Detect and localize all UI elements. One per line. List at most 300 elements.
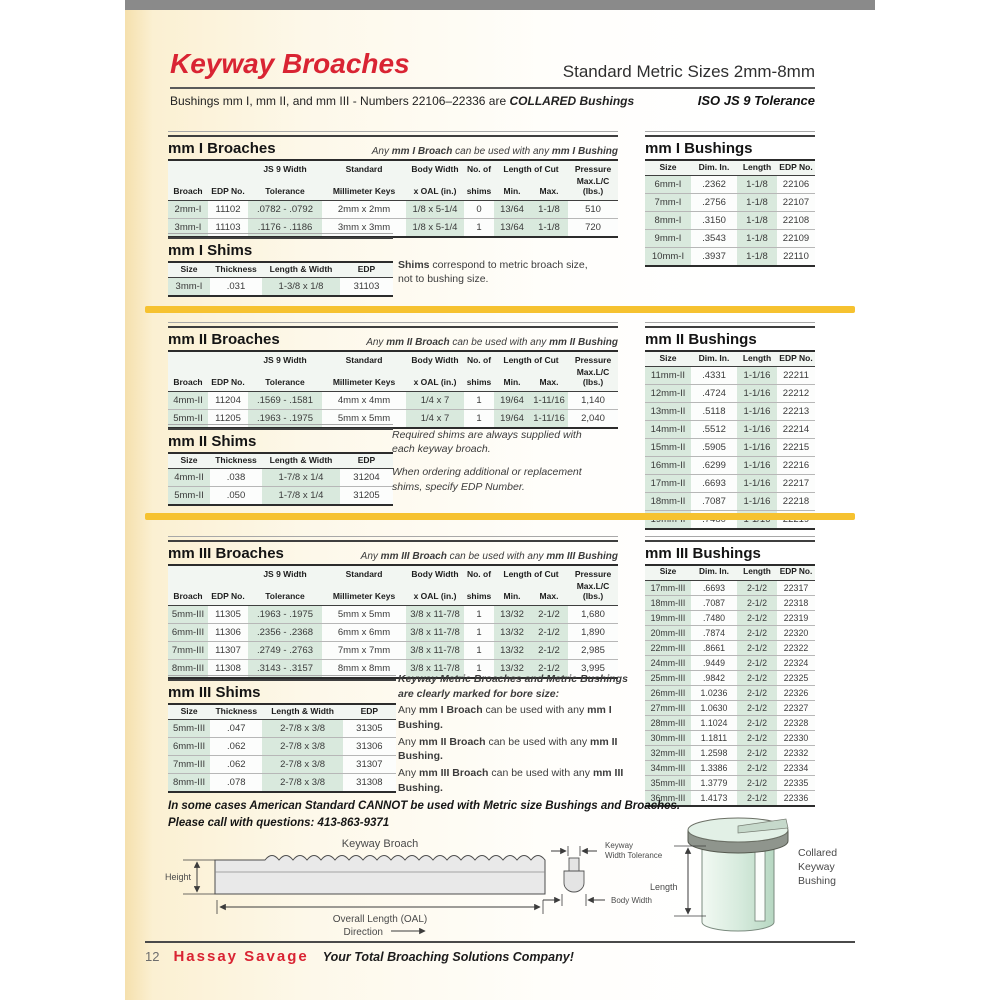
- text-segment: Shims: [398, 259, 430, 271]
- table-cell: 1.0236: [691, 685, 737, 700]
- table-cell: 32mm-III: [645, 745, 691, 760]
- table-usage-note: [360, 337, 618, 348]
- table-cell: 11102: [208, 200, 248, 218]
- table-cell: .3937: [691, 248, 737, 267]
- table-cell: .5512: [691, 421, 737, 439]
- table-cell: 1-1/16: [737, 385, 777, 403]
- text-segment: mm II Bushing.: [398, 735, 618, 763]
- table-title: mm I Bushings: [645, 140, 753, 157]
- page-subtitle: Standard Metric Sizes 2mm-8mm: [562, 62, 815, 81]
- subheader-row: [170, 93, 815, 108]
- data-table: [168, 566, 618, 679]
- table-cell: .2756: [691, 194, 737, 212]
- table-usage-note: [366, 146, 618, 157]
- table-cell: 11307: [208, 641, 248, 659]
- table-cell: 13/64: [494, 200, 530, 218]
- table-cell: 17mm-II: [645, 475, 691, 493]
- text-segment: mm I Broach: [419, 704, 483, 717]
- table-cell: 22330: [777, 730, 815, 745]
- column-header: Standard: [322, 566, 406, 580]
- column-header: [208, 352, 248, 366]
- table-cell: 1/4 x 7: [406, 391, 464, 409]
- table-title: mm III Broaches: [168, 545, 284, 562]
- table-cell: 1-1/8: [530, 218, 568, 237]
- broach-body-shape: [215, 856, 545, 895]
- table-row: [168, 605, 618, 623]
- column-header: [168, 352, 208, 366]
- column-header: Pressure: [568, 161, 618, 175]
- text-segment: When ordering additional or replacement shims, specify EDP Number.: [392, 466, 582, 493]
- table-cell: 5mm-III: [168, 605, 208, 623]
- column-header: Size: [645, 352, 691, 367]
- section-divider-gold-bar: [145, 306, 855, 313]
- table-cell: 4mm-II: [168, 391, 208, 409]
- table-cell: .6693: [691, 580, 737, 595]
- table-row: [168, 738, 396, 756]
- mm2-broaches-block: [168, 322, 618, 429]
- table-row: [168, 391, 618, 409]
- table-cell: 1-1/16: [737, 457, 777, 475]
- table-cell: 1.4173: [691, 790, 737, 806]
- column-header: Body Width: [406, 352, 464, 366]
- mm3-marking-note: [398, 672, 636, 798]
- table-cell: 1-1/8: [737, 230, 777, 248]
- table-cell: 1-11/16: [530, 409, 568, 428]
- table-cell: 1/8 x 5-1/4: [406, 218, 464, 237]
- table-cell: 35mm-III: [645, 775, 691, 790]
- table-cell: 22214: [777, 421, 815, 439]
- table-cell: 4mm-II: [168, 469, 210, 487]
- table-cell: 2-1/2: [737, 655, 777, 670]
- text-segment: mm III Broach: [380, 551, 447, 562]
- column-header: Dim. In.: [691, 161, 737, 176]
- header-row: [168, 705, 396, 720]
- table-title: mm II Broaches: [168, 331, 280, 348]
- column-header: EDP No.: [208, 175, 248, 200]
- body-width-label: Body Width: [611, 896, 652, 905]
- column-header: EDP No.: [208, 366, 248, 391]
- table-cell: 5mm-II: [168, 409, 208, 428]
- table-cell: 22334: [777, 760, 815, 775]
- table-cell: 22317: [777, 580, 815, 595]
- table-cell: 720: [568, 218, 618, 237]
- text-segment: can be used with any: [446, 551, 547, 562]
- table-cell: 1-7/8 x 1/4: [262, 487, 340, 506]
- header-row-top: [168, 566, 618, 580]
- table-cell: .062: [210, 756, 262, 774]
- table-cell: 16mm-II: [645, 457, 691, 475]
- table-cell: 22109: [777, 230, 815, 248]
- table-cell: 2-1/2: [737, 670, 777, 685]
- text-segment: mm III Broach: [419, 767, 489, 780]
- table-row: [168, 278, 393, 297]
- table-cell: 1/4 x 7: [406, 409, 464, 428]
- table-cell: 8mm-I: [645, 212, 691, 230]
- table-cell: 1: [464, 641, 494, 659]
- column-header: JS 9 Width: [248, 352, 322, 366]
- table-row: [645, 715, 815, 730]
- table-cell: 19/64: [494, 409, 530, 428]
- column-header: Size: [168, 263, 210, 278]
- text-segment: correspond to metric broach size, not to bushing size.: [398, 259, 588, 286]
- table-cell: 31204: [340, 469, 393, 487]
- table-cell: 31307: [343, 756, 396, 774]
- table-cell: 5mm x 5mm: [322, 409, 406, 428]
- table-cell: 22212: [777, 385, 815, 403]
- text-segment: In some cases American Standard CANNOT be used with Metric size Bushings and Broaches.: [168, 800, 681, 812]
- table-cell: 5mm-III: [168, 720, 210, 738]
- table-cell: 20mm-III: [645, 625, 691, 640]
- bushing-label-3: Bushing: [798, 875, 836, 887]
- text-segment: mm II Broach: [419, 735, 486, 748]
- brand-name: Hassay Savage: [173, 948, 309, 965]
- table-cell: 5mm-II: [168, 487, 210, 506]
- bushing-label-2: Keyway: [798, 861, 835, 873]
- column-header: Size: [168, 705, 210, 720]
- table-row: [645, 595, 815, 610]
- table-cell: .2749 - .2763: [248, 641, 322, 659]
- data-table: [168, 705, 396, 793]
- header-row: [168, 175, 618, 200]
- header-row: [168, 454, 393, 469]
- table-cell: 22318: [777, 595, 815, 610]
- table-cell: 3/8 x 11-7/8: [406, 659, 464, 678]
- table-cell: 22324: [777, 655, 815, 670]
- mm1-broaches-block: [168, 131, 618, 238]
- table-row: [645, 730, 815, 745]
- table-cell: 2-1/2: [737, 595, 777, 610]
- column-group-header: Length of Cut: [494, 161, 568, 175]
- text-segment: Any: [360, 551, 381, 562]
- table-cell: 1-1/8: [737, 248, 777, 267]
- paragraph: [392, 428, 604, 456]
- column-header: Millimeter Keys: [322, 580, 406, 605]
- table-cell: 22108: [777, 212, 815, 230]
- table-cell: .4724: [691, 385, 737, 403]
- table-row: [645, 640, 815, 655]
- table-row: [168, 641, 618, 659]
- column-header: Length: [737, 161, 777, 176]
- broach-diagram: [165, 836, 685, 940]
- table-cell: 4mm x 4mm: [322, 391, 406, 409]
- table-cell: 3mm-I: [168, 218, 208, 237]
- column-header: Thickness: [210, 705, 262, 720]
- paragraph: [398, 703, 636, 732]
- mm1-shims-note: [398, 258, 598, 295]
- table-usage-note: [355, 551, 618, 562]
- double-rule: [168, 322, 618, 328]
- table-row: [168, 720, 396, 738]
- table-cell: 1.2598: [691, 745, 737, 760]
- table-cell: 1-11/16: [530, 391, 568, 409]
- table-cell: 6mm x 6mm: [322, 623, 406, 641]
- column-header: Length & Width: [262, 263, 340, 278]
- column-header: Pressure: [568, 352, 618, 366]
- table-cell: 9mm-I: [645, 230, 691, 248]
- column-header: EDP: [340, 454, 393, 469]
- table-cell: 34mm-III: [645, 760, 691, 775]
- table-cell: 7mm-III: [168, 756, 210, 774]
- table-cell: .050: [210, 487, 262, 506]
- column-header: EDP: [340, 263, 393, 278]
- table-cell: .038: [210, 469, 262, 487]
- data-table: [645, 161, 815, 267]
- table-cell: 31103: [340, 278, 393, 297]
- text-segment: Required shims are always supplied with each keyway broach.: [392, 429, 582, 456]
- column-header: Broach: [168, 175, 208, 200]
- american-standard-note: [168, 798, 708, 833]
- tolerance-label: ISO JS 9 Tolerance: [697, 93, 815, 108]
- table-cell: 2-1/2: [737, 625, 777, 640]
- table-cell: 22328: [777, 715, 815, 730]
- height-label: Height: [165, 872, 192, 882]
- column-header: x OAL (in.): [406, 580, 464, 605]
- table-cell: 31308: [343, 774, 396, 793]
- table-row: [168, 623, 618, 641]
- table-row: [168, 469, 393, 487]
- table-cell: 2-7/8 x 3/8: [262, 774, 342, 793]
- header-row: [168, 580, 618, 605]
- table-cell: .9842: [691, 670, 737, 685]
- section-divider-gold-bar: [145, 513, 855, 520]
- table-cell: 11204: [208, 391, 248, 409]
- mm2-broaches-table: [168, 352, 618, 429]
- table-cell: 3/8 x 11-7/8: [406, 605, 464, 623]
- table-cell: 2-1/2: [737, 790, 777, 806]
- table-cell: 2-1/2: [737, 685, 777, 700]
- column-header: JS 9 Width: [248, 161, 322, 175]
- table-row: [168, 756, 396, 774]
- column-header: x OAL (in.): [406, 175, 464, 200]
- mm3-shims-table: [168, 705, 396, 793]
- table-row: [645, 367, 815, 385]
- table-cell: .2356 - .2368: [248, 623, 322, 641]
- column-header: Max.L/C (lbs.): [568, 580, 618, 605]
- table-cell: 28mm-III: [645, 715, 691, 730]
- table-cell: 22335: [777, 775, 815, 790]
- table-cell: 14mm-II: [645, 421, 691, 439]
- table-cell: 22336: [777, 790, 815, 806]
- table-cell: .5118: [691, 403, 737, 421]
- table-cell: 2,040: [568, 409, 618, 428]
- table-cell: 2-1/2: [737, 610, 777, 625]
- table-cell: 1.1811: [691, 730, 737, 745]
- table-cell: 11305: [208, 605, 248, 623]
- table-cell: .3150: [691, 212, 737, 230]
- text-segment: Bushings mm I, mm II, and mm III - Numbers 22106–22336 are: [170, 94, 510, 108]
- table-cell: 22mm-III: [645, 640, 691, 655]
- text-segment: Any: [398, 735, 420, 748]
- column-header: Max.L/C (lbs.): [568, 366, 618, 391]
- text-segment: Keyway Metric Broaches and Metric Bushings are clearly marked for bore size:: [398, 673, 628, 700]
- column-header: [208, 566, 248, 580]
- page-top-bar: [125, 0, 875, 10]
- table-cell: 1: [464, 659, 494, 678]
- text-segment: mm II Broach: [386, 337, 450, 348]
- column-header: Max.L/C (lbs.): [568, 175, 618, 200]
- table-cell: 22217: [777, 475, 815, 493]
- column-header: Length & Width: [262, 705, 342, 720]
- column-header: Size: [645, 566, 691, 580]
- text-segment: mm III Bushing.: [398, 767, 624, 794]
- table-cell: 1.0630: [691, 700, 737, 715]
- table-cell: 0: [464, 200, 494, 218]
- header-row: [645, 566, 815, 580]
- table-row: [645, 493, 815, 511]
- table-cell: 31306: [343, 738, 396, 756]
- double-rule: [168, 536, 618, 542]
- table-cell: 2-1/2: [737, 700, 777, 715]
- column-header: Dim. In.: [691, 352, 737, 367]
- column-header: EDP No.: [208, 580, 248, 605]
- table-row: [645, 655, 815, 670]
- bushing-diagram: [650, 798, 860, 940]
- table-cell: 1-3/8 x 1/8: [262, 278, 340, 297]
- header-row: [645, 352, 815, 367]
- column-header: Millimeter Keys: [322, 366, 406, 391]
- table-cell: 2-1/2: [530, 659, 568, 678]
- table-cell: 6mm-I: [645, 176, 691, 194]
- table-cell: 13/32: [494, 605, 530, 623]
- table-row: [645, 439, 815, 457]
- table-cell: 13/32: [494, 641, 530, 659]
- table-cell: .3543: [691, 230, 737, 248]
- table-cell: 1-1/16: [737, 367, 777, 385]
- column-header: EDP No.: [777, 566, 815, 580]
- table-cell: 1,680: [568, 605, 618, 623]
- column-header: Tolerance: [248, 366, 322, 391]
- table-row: [645, 670, 815, 685]
- table-cell: .062: [210, 738, 262, 756]
- text-segment: COLLARED Bushings: [509, 94, 635, 108]
- table-cell: .7480: [691, 610, 737, 625]
- header-row: [645, 161, 815, 176]
- column-header: Standard: [322, 161, 406, 175]
- column-header: Min.: [494, 175, 530, 200]
- table-cell: 2-7/8 x 3/8: [262, 756, 342, 774]
- table-cell: 8mm x 8mm: [322, 659, 406, 678]
- column-header: Broach: [168, 580, 208, 605]
- table-cell: .1569 - .1581: [248, 391, 322, 409]
- mm1-broaches-table: [168, 161, 618, 238]
- paragraph: [398, 766, 636, 795]
- table-cell: 3mm x 3mm: [322, 218, 406, 237]
- column-header: shims: [464, 580, 494, 605]
- table-cell: 22215: [777, 439, 815, 457]
- double-rule: [645, 131, 815, 137]
- text-segment: can be used with any: [449, 337, 550, 348]
- double-rule: [168, 424, 393, 430]
- table-cell: 2mm-I: [168, 200, 208, 218]
- table-row: [645, 475, 815, 493]
- column-header: [208, 161, 248, 175]
- table-cell: 1-1/16: [737, 439, 777, 457]
- page-number: 12: [145, 949, 160, 964]
- text-segment: mm I Broach: [391, 146, 453, 157]
- column-header: Length: [737, 352, 777, 367]
- table-cell: .8661: [691, 640, 737, 655]
- text-segment: Any: [398, 704, 420, 717]
- table-cell: 2-7/8 x 3/8: [262, 720, 342, 738]
- table-title: mm I Shims: [168, 242, 253, 259]
- double-rule: [168, 131, 618, 137]
- table-cell: .1963 - .1975: [248, 605, 322, 623]
- column-header: Length: [737, 566, 777, 580]
- double-rule: [168, 233, 393, 239]
- table-cell: .6299: [691, 457, 737, 475]
- table-cell: 11103: [208, 218, 248, 237]
- table-cell: 22332: [777, 745, 815, 760]
- table-cell: 2-1/2: [737, 775, 777, 790]
- column-header: shims: [464, 175, 494, 200]
- table-cell: 18mm-II: [645, 493, 691, 511]
- table-cell: 13/32: [494, 659, 530, 678]
- table-row: [645, 176, 815, 194]
- double-rule: [645, 322, 815, 328]
- table-cell: 22106: [777, 176, 815, 194]
- column-header: Max.: [530, 366, 568, 391]
- table-cell: 19/64: [494, 391, 530, 409]
- text-segment: mm I Bushing: [551, 146, 618, 157]
- double-rule: [168, 675, 396, 681]
- table-title: mm II Shims: [168, 433, 257, 450]
- table-cell: .078: [210, 774, 262, 793]
- table-cell: 22213: [777, 403, 815, 421]
- table-cell: 7mm x 7mm: [322, 641, 406, 659]
- table-row: [645, 230, 815, 248]
- text-segment: can be used with any: [488, 767, 593, 780]
- table-cell: 2-1/2: [737, 745, 777, 760]
- data-table: [645, 566, 815, 807]
- table-cell: 15mm-II: [645, 439, 691, 457]
- table-cell: 25mm-III: [645, 670, 691, 685]
- column-header: [168, 566, 208, 580]
- mm3-broaches-table: [168, 566, 618, 679]
- table-cell: 31305: [343, 720, 396, 738]
- keyway-width-label-1: Keyway: [605, 841, 634, 850]
- table-row: [645, 775, 815, 790]
- table-row: [168, 774, 396, 793]
- column-header: Dim. In.: [691, 566, 737, 580]
- table-title: mm III Bushings: [645, 545, 761, 562]
- table-cell: 1: [464, 623, 494, 641]
- paragraph: [398, 258, 598, 286]
- bushing-slot-shape: [755, 844, 765, 921]
- table-cell: 22327: [777, 700, 815, 715]
- header-row: [168, 263, 393, 278]
- table-cell: 22211: [777, 367, 815, 385]
- table-row: [645, 745, 815, 760]
- keyway-broach-label: Keyway Broach: [341, 838, 419, 850]
- table-row: [645, 385, 815, 403]
- table-cell: 26mm-III: [645, 685, 691, 700]
- table-cell: 1.3386: [691, 760, 737, 775]
- mm2-shims-block: [168, 424, 393, 506]
- column-header: Length & Width: [262, 454, 340, 469]
- table-cell: 3,995: [568, 659, 618, 678]
- header-row-top: [168, 352, 618, 366]
- table-cell: 22107: [777, 194, 815, 212]
- table-cell: 2-1/2: [737, 580, 777, 595]
- table-cell: 1-1/8: [530, 200, 568, 218]
- table-cell: 22216: [777, 457, 815, 475]
- table-title: mm II Bushings: [645, 331, 757, 348]
- column-header: Thickness: [210, 263, 262, 278]
- table-cell: 24mm-III: [645, 655, 691, 670]
- column-header: Min.: [494, 580, 530, 605]
- text-segment: mm II Bushing: [549, 337, 618, 348]
- column-header: Size: [168, 454, 210, 469]
